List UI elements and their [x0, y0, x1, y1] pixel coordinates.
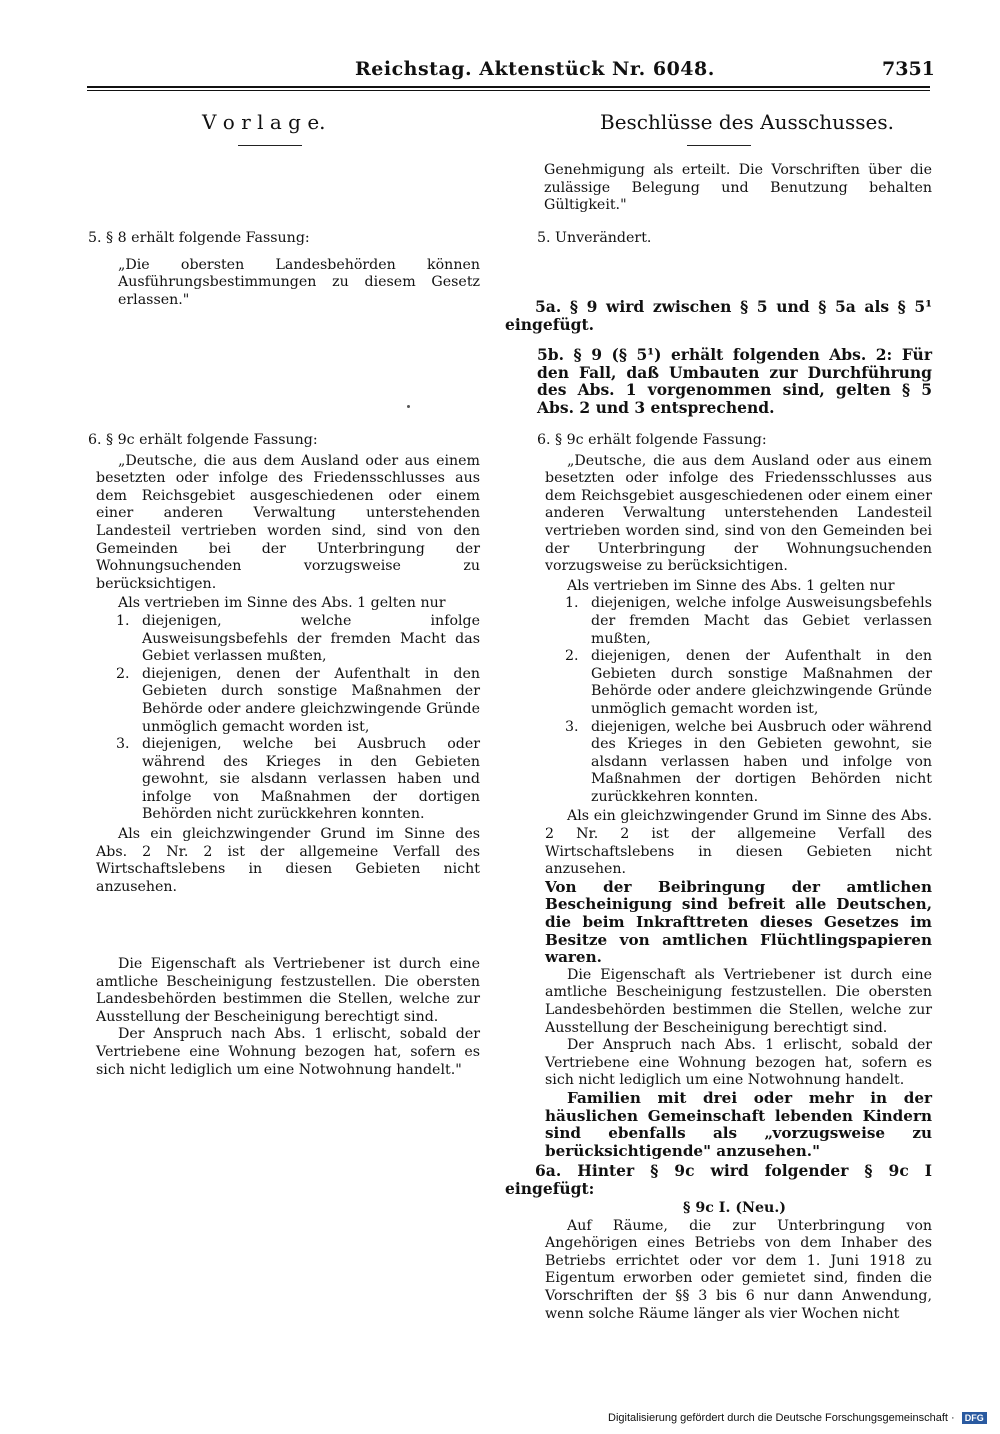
left-title-rule [238, 145, 302, 146]
right-section-6a [505, 1162, 932, 1197]
paragraph: Als vertrieben im Sinne des Abs. 1 gelten nur [118, 595, 446, 612]
paragraph-bold: Von der Beibringung der amtlichen Bescheinigung sind befreit alle Deutschen, die beim Inkrafttreten dieses Gesetzes im Besitze von amtlichen Flüchtlingspapieren waren. [545, 877, 932, 967]
right-column-title: Beschlüsse des Ausschusses. [600, 110, 894, 134]
paragraph: Als vertrieben im Sinne des Abs. 1 gelten nur [567, 577, 895, 594]
right-title-rule [687, 145, 751, 146]
item-text: diejenigen, denen der Aufenthalt in den Gebieten durch sonstige Maßnahmen der Behörde oder andere gleichzwingende Gründe unmöglich gemacht worden ist, [142, 665, 480, 735]
section-text-bold: 6a. Hinter § 9c wird folgender § 9c I eingefügt: [505, 1161, 932, 1198]
paragraph: Auf Räume, die zur Unterbringung von Angehörigen eines Betriebs von dem Inhaber des Betriebs errichtet oder vor dem 1. Juni 1918 zu Eigentum erworben oder gemietet sind, finden die Vorschriften der §§ 3 bis 6 nur dann Anwendung, wenn solche Räume länger als vier Wochen nicht [545, 1217, 932, 1322]
section-text: 5. Unverändert. [537, 230, 652, 246]
left-section-6-continued [96, 956, 480, 1079]
list-item [565, 648, 932, 718]
print-speck [407, 405, 410, 408]
section-text: „Die obersten Landesbehörden können Ausführungsbestimmungen zu diesem Gesetz erlassen." [118, 256, 480, 308]
paragraph: „Deutsche, die aus dem Ausland oder aus einem besetzten oder infolge des Friedensschlusses aus dem Reichsgebiet ausgeschiedenen oder einem einer anderen Verwaltung unterstehenden Landesteil vertrieben worden sind, sind von den Gemeinden bei der Unterbringung der Wohnungsuchenden vorzugsweise zu berücksichtigen. [545, 452, 932, 575]
right-section-5a [505, 298, 932, 333]
right-section-6 [537, 432, 932, 1160]
dfg-logo: DFG [962, 1412, 987, 1424]
item-number: 3. [116, 736, 130, 753]
page-number: 7351 [882, 58, 935, 80]
left-section-5 [88, 230, 480, 309]
item-text: diejenigen, welche bei Ausbruch oder während des Krieges in den Gebieten gewohnt, sie alsdann verlassen haben und infolge von Maßnahmen der dortigen Behörden nicht zurückkehren konnten. [142, 736, 480, 823]
paragraph: Als ein gleichzwingender Grund im Sinne des Abs. 2 Nr. 2 ist der allgemeine Verfall des Wirtschaftslebens in diesen Gebieten nicht anzusehen. [96, 826, 480, 895]
paragraph-bold: Familien mit drei oder mehr in der häuslichen Gemeinschaft lebenden Kindern sind ebenfalls als „vorzugsweise zu berücksichtigende" anzusehen." [545, 1088, 932, 1160]
paragraph: Als ein gleichzwingender Grund im Sinne des Abs. 2 Nr. 2 ist der allgemeine Verfall des Wirtschaftslebens in diesen Gebieten nicht anzusehen. [545, 808, 932, 878]
list-item [565, 595, 932, 648]
item-text: diejenigen, welche bei Ausbruch oder während des Krieges in den Gebieten gewohnt, sie alsdann verlassen haben und infolge von Maßnahmen der dortigen Behörden nicht zurückkehren konnten. [591, 718, 932, 805]
item-number: 2. [116, 665, 130, 682]
paragraph: Der Anspruch nach Abs. 1 erlischt, sobald der Vertriebene eine Wohnung bezogen hat, sofern es sich nicht lediglich um eine Notwohnung handelt. [545, 1037, 932, 1089]
paragraph: Die Eigenschaft als Vertriebener ist durch eine amtliche Bescheinigung festzustellen. Die obersten Landesbehörden bestimmen die Stellen, welche zur Ausstellung der Bescheinigung berechtigt sind. [96, 956, 480, 1025]
list-item [116, 736, 480, 824]
list-item [116, 666, 480, 736]
header-rule-thin [87, 90, 930, 91]
running-header: Reichstag. Aktenstück Nr. 6048. [355, 58, 715, 80]
header-rule [87, 86, 930, 88]
item-number: 1. [116, 612, 130, 629]
item-number: 1. [565, 595, 579, 612]
right-section-9ci [537, 1200, 932, 1323]
digitization-footer [608, 1412, 987, 1424]
right-section-5b [537, 346, 932, 416]
paragraph: Die Eigenschaft als Vertriebener ist durch eine amtliche Bescheinigung festzustellen. Die obersten Landesbehörden bestimmen die Stellen, welche zur Ausstellung der Bescheinigung berechtigt sind. [545, 966, 932, 1036]
section-intro: 6. § 9c erhält folgende Fassung: [88, 432, 318, 448]
paragraph: Der Anspruch nach Abs. 1 erlischt, sobald der Vertriebene eine Wohnung bezogen hat, sofern es sich nicht lediglich um eine Notwohnung handelt." [96, 1026, 480, 1078]
paragraph: Genehmigung als erteilt. Die Vorschriften über die zulässige Belegung und Benutzung behalten Gültigkeit." [544, 162, 932, 214]
left-section-6 [88, 432, 480, 896]
item-text: diejenigen, welche infolge Ausweisungsbefehls der fremden Macht das Gebiet verlassen mußten, [142, 612, 480, 665]
section-intro: 6. § 9c erhält folgende Fassung: [537, 432, 767, 448]
right-section-5 [537, 230, 929, 248]
section-text-bold: 5b. § 9 (§ 5¹) erhält folgenden Abs. 2: Für den Fall, daß Umbauten zur Durchführung des Abs. 1 vorgenommen sind, gelten § 5 Abs. 2 und 3 entsprechend. [537, 345, 932, 417]
left-column-title: V o r l a g e. [202, 110, 326, 134]
item-text: diejenigen, welche infolge Ausweisungsbefehls der fremden Macht das Gebiet verlassen mußten, [591, 595, 932, 647]
footer-text: Digitalisierung gefördert durch die Deutsche Forschungsgemeinschaft · [608, 1412, 955, 1424]
section-text-bold: 5a. § 9 wird zwischen § 5 und § 5a als § 5¹ eingefügt. [505, 297, 932, 334]
right-continuation [544, 162, 932, 215]
section-heading: § 9c I. (Neu.) [683, 1200, 786, 1216]
item-text: diejenigen, denen der Aufenthalt in den Gebieten durch sonstige Maßnahmen der Behörde oder andere gleichzwingende Gründe unmöglich gemacht worden ist, [591, 648, 932, 717]
list-item [116, 613, 480, 666]
paragraph: „Deutsche, die aus dem Ausland oder aus einem besetzten oder infolge des Friedensschlusses aus dem Reichsgebiet ausgeschiedenen oder einem einer anderen Verwaltung unterstehenden Landesteil vertrieben worden sind, sind von den Gemeinden bei der Unterbringung der Wohnungsuchenden vorzugsweise zu berücksichtigen. [96, 452, 480, 592]
list-item [565, 719, 932, 807]
section-intro: 5. § 8 erhält folgende Fassung: [88, 230, 310, 246]
item-number: 3. [565, 718, 579, 735]
item-number: 2. [565, 648, 579, 665]
